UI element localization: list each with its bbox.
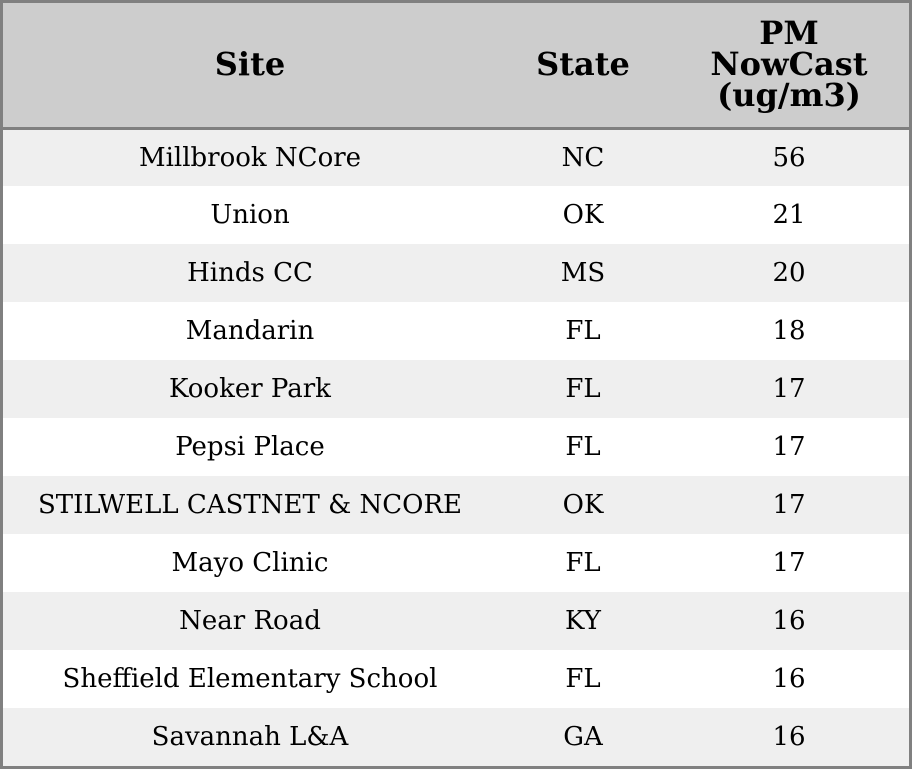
cell-state: OK	[562, 490, 604, 520]
cell-state: NC	[561, 142, 605, 173]
table-body	[3, 128, 909, 766]
cell-site: Mandarin	[185, 316, 315, 346]
cell-state: KY	[565, 606, 601, 636]
pm-nowcast-table	[3, 3, 909, 766]
table-row	[3, 708, 909, 766]
cell-site: Near Road	[179, 606, 321, 636]
table-row	[3, 534, 909, 592]
table-row	[3, 360, 909, 418]
cell-state: FL	[565, 548, 601, 578]
column-header-pm-nowcast: PM NowCast (ug/m3)	[669, 3, 909, 128]
cell-pm-nowcast: 16	[772, 664, 806, 694]
table-row	[3, 592, 909, 650]
cell-pm-nowcast: 16	[772, 722, 806, 752]
cell-pm-nowcast: 20	[772, 258, 806, 288]
table-row	[3, 128, 909, 186]
cell-site: Millbrook NCore	[138, 142, 362, 173]
cell-pm-nowcast: 17	[772, 374, 806, 404]
cell-state: GA	[563, 722, 603, 752]
cell-state: FL	[565, 374, 601, 404]
cell-pm-nowcast: 56	[772, 142, 806, 173]
cell-state: FL	[565, 432, 601, 462]
cell-pm-nowcast: 17	[772, 548, 806, 578]
column-header-site: Site	[3, 3, 497, 128]
cell-pm-nowcast: 18	[772, 316, 806, 346]
table-row	[3, 418, 909, 476]
cell-site: Savannah L&A	[151, 722, 349, 752]
cell-site: STILWELL CASTNET & NCORE	[37, 490, 462, 520]
cell-state: FL	[565, 664, 601, 694]
cell-state: FL	[565, 316, 601, 346]
table-row	[3, 476, 909, 534]
cell-pm-nowcast: 21	[772, 200, 806, 230]
cell-state: OK	[562, 200, 604, 230]
cell-site: Pepsi Place	[175, 432, 325, 462]
table-row	[3, 650, 909, 708]
cell-pm-nowcast: 17	[772, 432, 806, 462]
column-header-state: State	[497, 3, 669, 128]
table-row	[3, 244, 909, 302]
cell-pm-nowcast: 16	[772, 606, 806, 636]
cell-site: Kooker Park	[169, 374, 331, 404]
cell-site: Hinds CC	[187, 258, 313, 288]
cell-site: Union	[210, 200, 290, 230]
cell-site: Sheffield Elementary School	[62, 664, 438, 694]
table-header	[3, 3, 909, 128]
cell-pm-nowcast: 17	[772, 490, 806, 520]
table-row	[3, 186, 909, 244]
cell-site: Mayo Clinic	[171, 548, 329, 578]
header-row	[3, 3, 909, 128]
table-row	[3, 302, 909, 360]
cell-state: MS	[560, 258, 606, 288]
